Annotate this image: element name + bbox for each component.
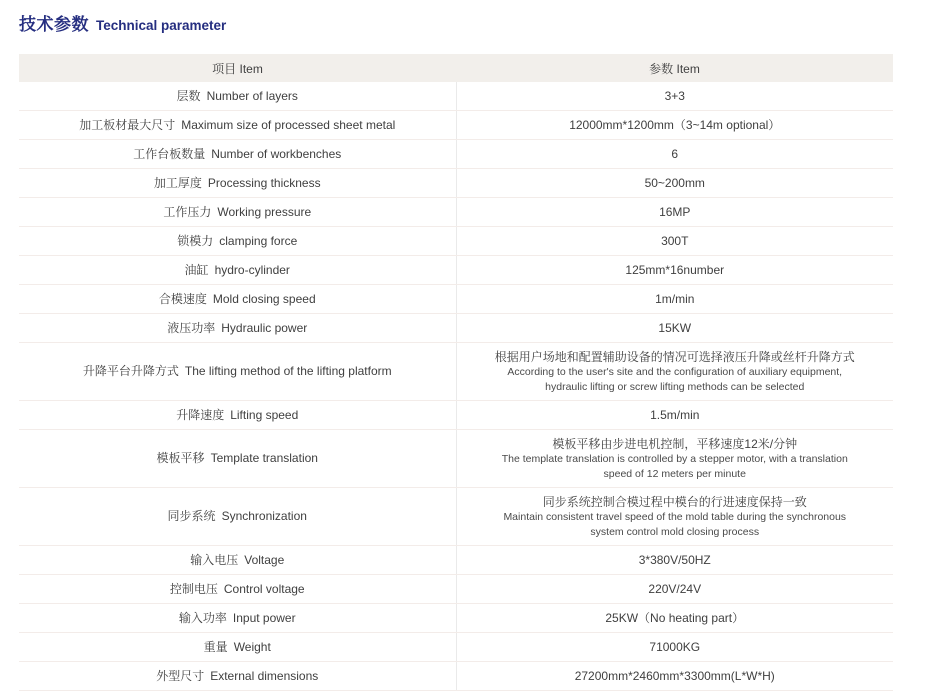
- item-label: [154, 176, 321, 191]
- item-cell: [19, 198, 456, 226]
- value-cell: [456, 227, 894, 255]
- table-row: [19, 227, 893, 256]
- item-label-chinese: 重量: [203, 639, 228, 654]
- item-label-english: Processing thickness: [207, 175, 321, 190]
- item-label-english: Control voltage: [223, 581, 305, 596]
- value-cell: [456, 343, 894, 400]
- table-row: [19, 256, 893, 285]
- item-label-english: Weight: [233, 639, 271, 654]
- table-row: [19, 604, 893, 633]
- table-row: [19, 198, 893, 227]
- value-text: 27200mm*2460mm*3300mm(L*W*H): [574, 669, 775, 683]
- value-cell: [456, 256, 894, 284]
- value-cell: [456, 662, 894, 690]
- table-row: [19, 285, 893, 314]
- item-label-chinese: 输入功率: [178, 610, 227, 625]
- item-cell: [19, 111, 456, 139]
- item-label-chinese: 升降平台升降方式: [82, 364, 179, 378]
- item-label-chinese: 输入电压: [190, 552, 239, 567]
- item-cell: [19, 662, 456, 690]
- item-cell: [19, 546, 456, 574]
- table-row: [19, 401, 893, 430]
- item-label-chinese: 锁模力: [177, 233, 214, 248]
- value-cell: [456, 633, 894, 661]
- item-cell: [19, 343, 456, 400]
- item-label: [204, 640, 271, 655]
- item-cell: [19, 285, 456, 313]
- item-label-english: Number of layers: [206, 88, 298, 103]
- value-cell: [456, 82, 894, 110]
- value-secondary-text: hydraulic lifting or screw lifting methods can be selected: [545, 380, 805, 393]
- value-text: 根据用户场地和配置辅助设备的情况可选择液压升降或丝杆升降方式: [494, 350, 855, 364]
- item-label-english: Mold closing speed: [212, 291, 316, 306]
- value-cell: [456, 140, 894, 168]
- item-label-chinese: 模板平移: [156, 451, 205, 465]
- item-label: [176, 408, 298, 423]
- item-label: [177, 89, 298, 104]
- item-label-chinese: 升降速度: [176, 407, 225, 422]
- item-label: [190, 553, 284, 568]
- item-label-english: Maximum size of processed sheet metal: [181, 117, 396, 132]
- item-label: [159, 292, 316, 307]
- item-label: [168, 509, 307, 524]
- header-cell-value: 参数 Item: [649, 61, 700, 76]
- table-row: [19, 140, 893, 169]
- item-cell: [19, 604, 456, 632]
- value-secondary-text: speed of 12 meters per minute: [603, 467, 746, 480]
- table-body: [19, 82, 893, 691]
- table-row: [19, 488, 893, 546]
- item-cell: [19, 314, 456, 342]
- item-label-english: Hydraulic power: [221, 320, 308, 335]
- item-label: [170, 582, 305, 597]
- value-text: 50~200mm: [644, 176, 705, 190]
- item-label-english: Number of workbenches: [211, 146, 342, 161]
- value-text: 3+3: [664, 89, 685, 103]
- value-cell: [456, 546, 894, 574]
- value-cell: [456, 575, 894, 603]
- item-label-english: hydro-cylinder: [214, 262, 290, 277]
- item-label-english: Lifting speed: [230, 407, 299, 422]
- item-label: [185, 263, 290, 278]
- item-cell: [19, 401, 456, 429]
- item-label-chinese: 层数: [176, 88, 201, 103]
- value-cell: [456, 314, 894, 342]
- item-label: [167, 321, 307, 336]
- item-cell: [19, 430, 456, 487]
- value-text: 1m/min: [655, 292, 695, 306]
- page-title-english: Technical parameter: [96, 18, 227, 33]
- item-label-english: Template translation: [210, 451, 318, 465]
- value-cell: [456, 169, 894, 197]
- item-cell: [19, 633, 456, 661]
- value-secondary-text: According to the user's site and the configuration of auxiliary equipment,: [507, 366, 843, 378]
- value-text: 3*380V/50HZ: [638, 553, 711, 567]
- item-label-chinese: 工作压力: [163, 204, 212, 219]
- value-text: 15KW: [658, 321, 692, 335]
- value-text: 16MP: [659, 205, 691, 219]
- table-row: [19, 169, 893, 198]
- value-text: 1.5m/min: [650, 408, 700, 422]
- table-row: [19, 430, 893, 488]
- item-label-chinese: 液压功率: [167, 320, 216, 335]
- item-cell: [19, 82, 456, 110]
- table-row: [19, 343, 893, 401]
- item-label-chinese: 工作台板数量: [133, 146, 206, 161]
- item-label: [163, 205, 311, 220]
- item-label-english: clamping force: [219, 233, 298, 248]
- value-cell: [456, 604, 894, 632]
- item-label-chinese: 加工板材最大尺寸: [79, 117, 176, 132]
- value-text: 25KW（No heating part）: [605, 611, 745, 625]
- item-cell: [19, 488, 456, 545]
- technical-parameter-table: [19, 54, 893, 691]
- item-label-chinese: 油缸: [184, 262, 209, 277]
- value-secondary-text: The template translation is controlled by a stepper motor, with a translation: [501, 453, 848, 465]
- item-label-chinese: 外型尺寸: [156, 668, 205, 683]
- page-title-chinese: 技术参数: [19, 15, 89, 34]
- item-label-english: Voltage: [244, 552, 285, 567]
- value-cell: [456, 198, 894, 226]
- value-text: 12000mm*1200mm（3~14m optional）: [569, 118, 781, 132]
- value-secondary-text: Maintain consistent travel speed of the mold table during the synchronous: [503, 511, 847, 523]
- value-cell: [456, 430, 894, 487]
- table-row: [19, 82, 893, 111]
- table-row: [19, 633, 893, 662]
- value-text: 同步系统控制合模过程中模台的行进速度保持一致: [542, 495, 807, 509]
- item-cell: [19, 140, 456, 168]
- item-label-chinese: 加工厚度: [153, 175, 202, 190]
- value-text: 模板平移由步进电机控制，平移速度12米/分钟: [552, 437, 798, 451]
- table-row: [19, 314, 893, 343]
- value-secondary-text: system control mold closing process: [590, 525, 760, 538]
- item-cell: [19, 169, 456, 197]
- item-label-chinese: 控制电压: [169, 581, 218, 596]
- item-cell: [19, 256, 456, 284]
- item-label: [133, 147, 341, 162]
- table-row: [19, 662, 893, 691]
- table-row: [19, 546, 893, 575]
- item-label-english: Working pressure: [217, 204, 312, 219]
- item-label-chinese: 同步系统: [167, 509, 216, 523]
- header-cell-item: 项目 Item: [212, 61, 263, 76]
- table-row: [19, 575, 893, 604]
- item-label: [179, 611, 296, 626]
- table-header-row: [19, 54, 893, 82]
- item-label: [157, 451, 318, 466]
- item-label: [156, 669, 318, 684]
- item-label: [83, 364, 392, 379]
- value-text: 300T: [661, 234, 689, 248]
- value-text: 71000KG: [649, 640, 701, 654]
- item-cell: [19, 227, 456, 255]
- item-label-english: The lifting method of the lifting platform: [184, 364, 392, 378]
- value-cell: [456, 488, 894, 545]
- item-label-english: Input power: [232, 610, 296, 625]
- item-label: [177, 234, 297, 249]
- value-text: 6: [671, 147, 679, 161]
- value-cell: [456, 401, 894, 429]
- page-title: [19, 10, 947, 35]
- table-row: [19, 111, 893, 140]
- item-label: [79, 118, 395, 133]
- value-cell: [456, 111, 894, 139]
- value-cell: [456, 285, 894, 313]
- item-label-english: External dimensions: [210, 668, 319, 683]
- item-label-english: Synchronization: [221, 509, 307, 523]
- item-label-chinese: 合模速度: [158, 291, 207, 306]
- value-text: 220V/24V: [648, 582, 702, 596]
- item-cell: [19, 575, 456, 603]
- value-text: 125mm*16number: [625, 263, 725, 277]
